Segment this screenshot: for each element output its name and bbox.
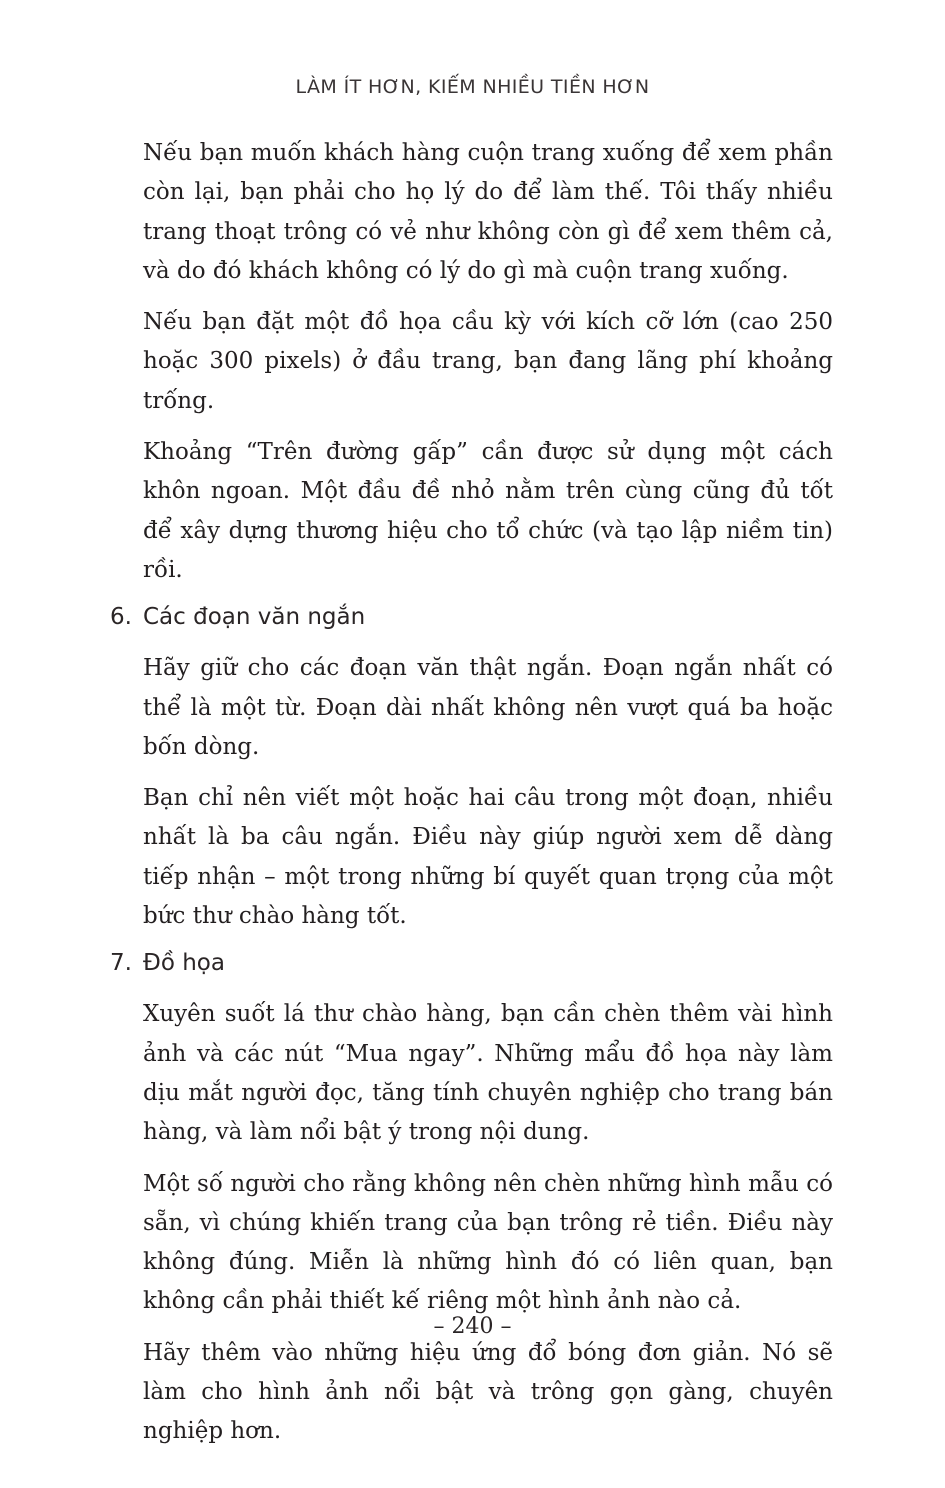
paragraph-above-fold: Khoảng “Trên đường gấp” cần được sử dụng một cách khôn ngoan. Một đầu đề nhỏ nằm trên cùng cũng đủ tốt để xây dựng thương hiệu cho tổ chức (và tạo lập niềm tin) rồi. [143, 439, 833, 583]
page-number: – 240 – [433, 1314, 512, 1339]
running-header: LÀM ÍT HƠN, KIẾM NHIỀU TIỀN HƠN [295, 76, 650, 98]
paragraph-keep-short: Hãy giữ cho các đoạn văn thật ngắn. Đoạn ngắn nhất có thể là một từ. Đoạn dài nhất không nên vượt quá ba hoặc bốn dòng. [143, 655, 833, 760]
paragraph-stock-images: Một số người cho rằng không nên chèn những hình mẫu có sẵn, vì chúng khiến trang của bạn trông rẻ tiền. Điều này không đúng. Miễn là những hình đó có liên quan, bạn không cần phải thiết kế riêng một hình ảnh nào cả. [143, 1170, 833, 1315]
paragraph-large-graphic: Nếu bạn đặt một đồ họa cầu kỳ với kích cỡ lớn (cao 250 hoặc 300 pixels) ở đầu trang, bạn đang lãng phí khoảng trống. [143, 309, 833, 414]
section-heading-graphics [110, 944, 833, 983]
section-number: 7. [110, 950, 132, 977]
section-heading-short-paragraphs [110, 598, 833, 637]
section-number: 6. [110, 604, 132, 631]
section-title: Đồ họa [143, 950, 225, 977]
page-body [110, 134, 833, 1464]
section-title: Các đoạn văn ngắn [143, 604, 366, 631]
paragraph-insert-images: Xuyên suốt lá thư chào hàng, bạn cần chèn thêm vài hình ảnh và các nút “Mua ngay”. Những mẩu đồ họa này làm dịu mắt người đọc, tăng tính chuyên nghiệp cho trang bán hàng, và làm nổi bật ý trong nội dung. [143, 1001, 833, 1146]
paragraph-drop-shadow: Hãy thêm vào những hiệu ứng đổ bóng đơn giản. Nó sẽ làm cho hình ảnh nổi bật và trông gọn gàng, chuyên nghiệp hơn. [143, 1339, 833, 1445]
paragraph-sentences-per-paragraph: Bạn chỉ nên viết một hoặc hai câu trong một đoạn, nhiều nhất là ba câu ngắn. Điều này giúp người xem dễ dàng tiếp nhận – một trong những bí quyết quan trọng của một bức thư chào hàng tốt. [143, 785, 833, 930]
paragraph-scroll-reason: Nếu bạn muốn khách hàng cuộn trang xuống để xem phần còn lại, bạn phải cho họ lý do để làm thế. Tôi thấy nhiều trang thoạt trông có vẻ như không còn gì để xem thêm cả, và do đó khách không có lý do gì mà cuộn trang xuống. [143, 140, 833, 284]
